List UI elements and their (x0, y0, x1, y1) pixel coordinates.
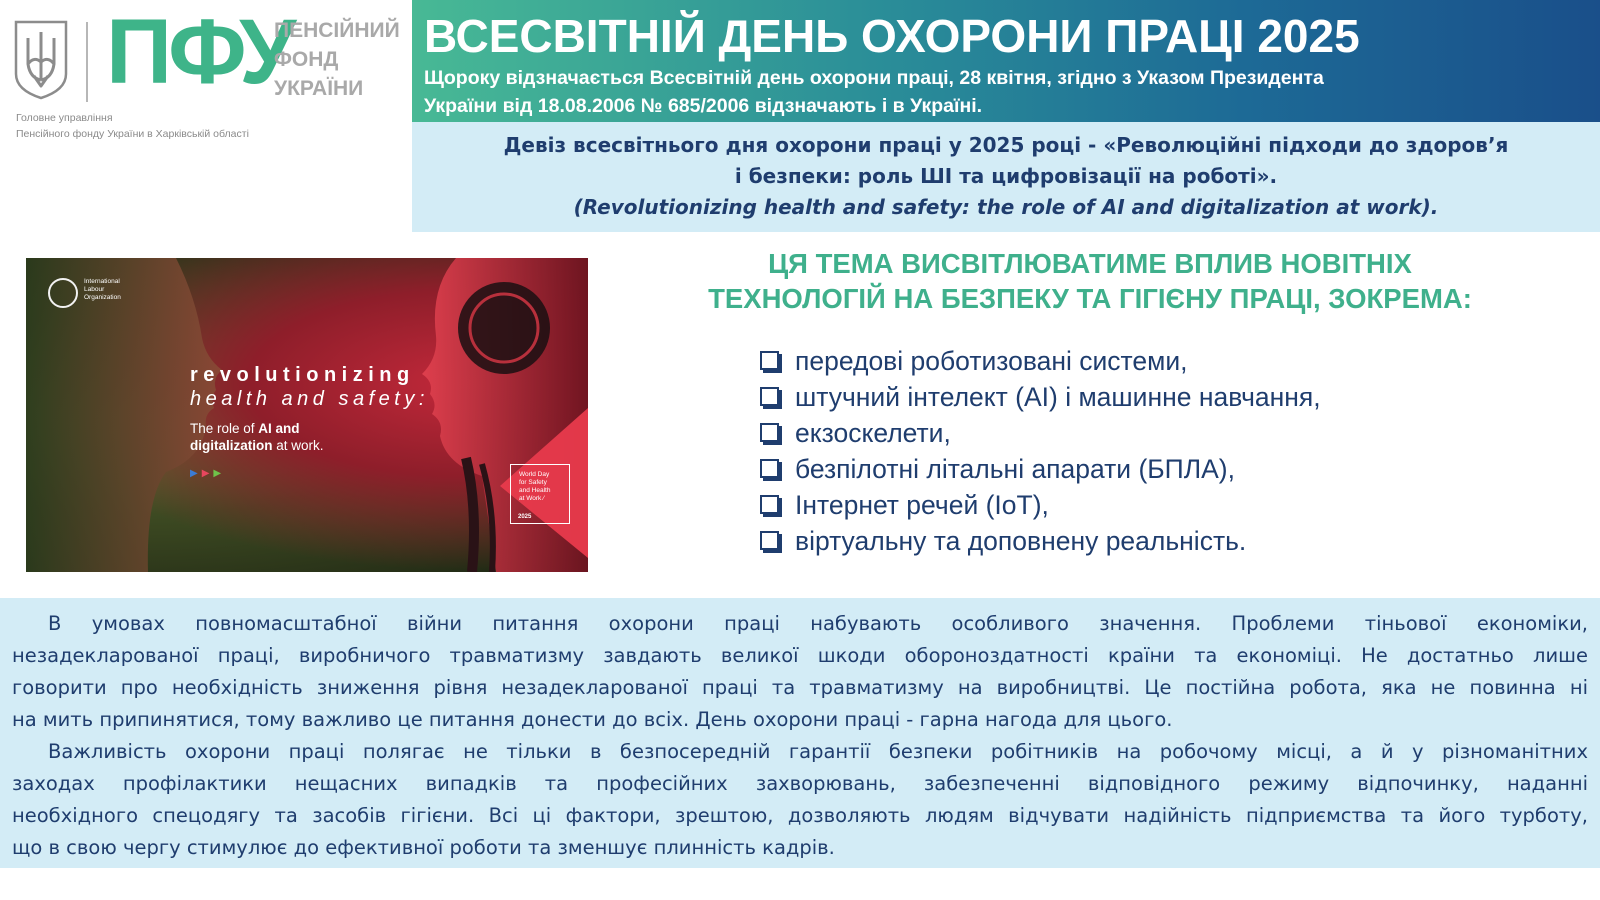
logo-fund-line: ПЕНСІЙНИЙ (274, 19, 400, 42)
poster-badge-line: for Safety (519, 479, 547, 486)
list-item (760, 523, 1321, 559)
paragraph-line: Важливість охорони праці полягає не тільки в безпосередній гарантії безпеки робітників на робочому місці, а й у різноманітних (48, 740, 1588, 763)
body-text-box (0, 598, 1600, 868)
paragraph-1 (12, 608, 1588, 736)
page-title: ВСЕСВІТНІЙ ДЕНЬ ОХОРОНИ ПРАЦІ 2025 (424, 10, 1360, 62)
list-item-text: безпілотні літальні апарати (БПЛА), (795, 454, 1235, 484)
poster-tagline-bold: digitalization (190, 438, 273, 453)
header-banner (412, 0, 1600, 122)
poster-badge-line: World Day (519, 471, 550, 478)
list-item (760, 343, 1321, 379)
poster-tagline (190, 420, 324, 454)
logo-subtitle-line: Пенсійного фонду України в Харківській області (16, 128, 249, 140)
paragraph-line: В умовах повномасштабної війни питання охорони праці набувають особливого значення. Проблеми тіньової економіки, (48, 612, 1588, 635)
checkbox-bullet-icon (760, 351, 779, 370)
checkbox-bullet-icon (760, 531, 779, 550)
ilo-org-line: Labour (84, 286, 105, 293)
motto-box (412, 122, 1600, 232)
topics-heading-line: ТЕХНОЛОГІЙ НА БЕЗПЕКУ ТА ГІГІЄНУ ПРАЦІ, ЗОКРЕМА: (708, 283, 1472, 314)
list-item-text: Інтернет речей (IoT), (795, 490, 1049, 520)
logo-subtitle-line: Головне управління (16, 112, 113, 124)
list-item-text: віртуальну та доповнену реальність. (795, 526, 1247, 556)
list-item (760, 487, 1321, 523)
poster-badge-line: at Work ⁄ (519, 495, 545, 502)
ilo-org-name (84, 278, 121, 302)
topics-heading (600, 246, 1580, 316)
motto-english-line: (Revolutionizing health and safety: the role of AI and digitalization at work). (573, 195, 1439, 219)
paragraph-line: що в свою чергу стимулює до ефективної роботи та зменшує плинність кадрів. (12, 836, 835, 859)
motto-line: Девіз всесвітнього дня охорони праці у 2025 році - «Революційні підходи до здоров’я (503, 133, 1509, 157)
paragraph-line: незадекларованої праці, виробничого травматизму завдають великої шкоди обороноздатності країни та економіці. Не достатньо лише (12, 644, 1588, 667)
ilo-org-line: Organization (84, 294, 121, 301)
checkbox-bullet-icon (760, 387, 779, 406)
paragraph-2 (12, 736, 1588, 864)
logo-fund-line: УКРАЇНИ (274, 77, 364, 100)
ilo-org-line: International (84, 278, 120, 285)
list-item-text: передові роботизовані системи, (795, 346, 1188, 376)
pfu-logo (10, 1, 400, 144)
list-item (760, 379, 1321, 415)
checkbox-bullet-icon (760, 423, 779, 442)
list-item-text: екзоскелети, (795, 418, 951, 448)
paragraph-line: говорити про необхідність зниження рівня незадекларованої праці та травматизму на виробництві. Це постійна робота, яка не повинна ні (12, 676, 1588, 699)
logo-fund-name (274, 16, 400, 103)
list-item (760, 451, 1321, 487)
campaign-poster-image (26, 258, 588, 572)
trident-emblem-icon (12, 18, 70, 100)
banner-intro-line: України від 18.08.2006 № 685/2006 відзначають і в Україні. (424, 95, 983, 117)
ilo-logo-icon (48, 278, 78, 308)
topics-heading-line: ЦЯ ТЕМА ВИСВІТЛЮВАТИМЕ ВПЛИВ НОВІТНІХ (768, 248, 1412, 279)
poster-artwork (26, 258, 588, 572)
logo-separator (86, 22, 88, 102)
poster-badge-line: and Health (519, 487, 551, 494)
poster-badge-year: 2025 (518, 514, 532, 520)
poster-heading: revolutionizing (190, 364, 415, 386)
topics-list (760, 343, 1321, 559)
poster-play-arrows-icon: ▶▶▶ (190, 468, 226, 479)
poster-tagline-bold: AI and (258, 421, 300, 436)
logo-subtitle (16, 110, 249, 142)
logo-wordmark: ПФУ (106, 1, 293, 103)
paragraph-line: заходах профілактики нещасних випадків та професійних захворювань, забезпеченні відповідного режиму відпочинку, наданні (12, 772, 1588, 795)
motto-line: і безпеки: роль ШІ та цифровізації на роботі». (734, 164, 1278, 188)
logo-fund-line: ФОНД (274, 48, 339, 71)
banner-intro-line: Щороку відзначається Всесвітній день охорони праці, 28 квітня, згідно з Указом Президента (424, 67, 1324, 89)
list-item (760, 415, 1321, 451)
checkbox-bullet-icon (760, 459, 779, 478)
poster-tagline-text: The role of (190, 421, 259, 436)
poster-heading-sub: health and safety: (190, 388, 429, 410)
paragraph-line: на мить припинятися, тому важливо це питання донести до всіх. День охорони праці - гарна нагода для цього. (12, 708, 1173, 731)
paragraph-line: необхідного спецодягу та засобів гігієни. Всі ці фактори, зрештою, дозволяють людям відчувати надійність підприємства та його турботу, (12, 804, 1588, 827)
checkbox-bullet-icon (760, 495, 779, 514)
poster-tagline-text: at work. (272, 438, 324, 453)
list-item-text: штучний інтелект (AI) і машинне навчання, (795, 382, 1321, 412)
banner-intro-text (424, 64, 1600, 120)
